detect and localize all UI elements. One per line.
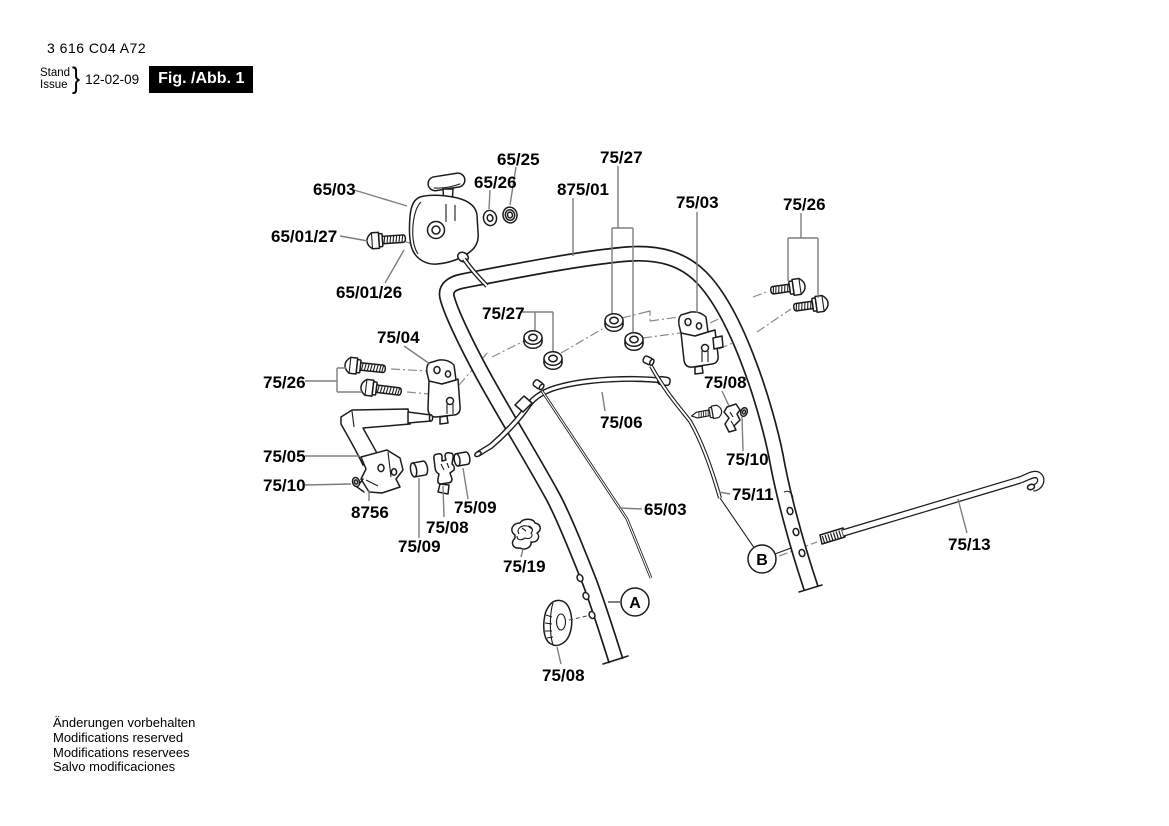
flange-nut-4 xyxy=(625,333,643,351)
ref-a-label: A xyxy=(629,595,641,612)
flange-nut-3 xyxy=(605,314,623,332)
cable-nipple-75-11 xyxy=(642,355,655,366)
disclaimer-en: Modifications reserved xyxy=(53,729,184,745)
part-label-75-06: 75/06 xyxy=(600,413,643,432)
bolt-75-26-left-2 xyxy=(360,379,402,400)
part-label-65-03-mid: 65/03 xyxy=(644,500,687,519)
part-label-65-26: 65/26 xyxy=(474,173,517,192)
part-label-75-08-bottom: 75/08 xyxy=(542,666,585,685)
washer-75-10-left xyxy=(352,477,361,488)
part-label-75-10-right: 75/10 xyxy=(726,450,769,469)
part-label-75-19: 75/19 xyxy=(503,557,546,576)
clamp-75-08-right xyxy=(724,404,740,432)
ref-circle-b xyxy=(748,545,791,573)
cable-end-nipple xyxy=(532,379,545,391)
ref-b-label: B xyxy=(756,552,768,569)
issue-label: Issue xyxy=(40,79,68,91)
bolt-75-26-right-2 xyxy=(793,295,829,316)
part-label-75-09-bottom: 75/09 xyxy=(398,537,441,556)
part-label-75-04: 75/04 xyxy=(377,328,420,347)
brace-glyph: } xyxy=(72,62,81,95)
flange-nut-2 xyxy=(544,352,562,370)
disclaimer-es: Salvo modificaciones xyxy=(53,759,176,775)
part-label-65-01-27: 65/01/27 xyxy=(271,227,338,246)
figure-label-box: Fig. /Abb. 1 xyxy=(149,66,253,93)
ref-circle-a xyxy=(608,588,649,616)
part-label-75-03: 75/03 xyxy=(676,193,719,212)
part-label-75-08-mid: 75/08 xyxy=(426,518,469,537)
part-label-75-05: 75/05 xyxy=(263,447,306,466)
part-label-875-01: 875/01 xyxy=(557,180,609,199)
issue-date: 12-02-09 xyxy=(85,71,140,87)
part-label-65-01-26: 65/01/26 xyxy=(336,283,403,302)
disclaimer-de: Änderungen vorbehalten xyxy=(53,715,196,730)
part-label-75-11: 75/11 xyxy=(732,485,774,504)
bolt-75-26-left-1 xyxy=(344,357,386,377)
washer-65-26 xyxy=(482,209,498,227)
bracket-75-03 xyxy=(679,312,723,374)
part-label-75-09-right: 75/09 xyxy=(454,498,497,517)
knob-75-08-bottom xyxy=(544,600,587,645)
part-label-75-26-right: 75/26 xyxy=(783,195,826,214)
screw-75-08-right xyxy=(690,405,722,423)
part-label-75-26-left: 75/26 xyxy=(263,373,306,392)
document-part-number: 3 616 C04 A72 xyxy=(47,40,147,56)
lever-rod xyxy=(408,412,431,423)
part-label-75-08-right: 75/08 xyxy=(704,373,747,392)
disclaimer-fr: Modifications reservees xyxy=(53,744,190,760)
bolt-65-01-27 xyxy=(366,230,406,249)
part-label-65-25: 65/25 xyxy=(497,150,540,169)
footer-disclaimer xyxy=(53,716,195,775)
washer-75-10-right xyxy=(739,407,748,417)
part-label-75-27-top: 75/27 xyxy=(600,148,643,167)
bushing-75-09-1 xyxy=(409,461,428,478)
latch-foot-8756 xyxy=(357,450,403,493)
part-label-75-27-mid: 75/27 xyxy=(482,304,525,323)
rod-guide-sleeve xyxy=(515,396,532,412)
bushing-75-09-2 xyxy=(453,452,471,467)
flange-nut-1 xyxy=(524,331,542,349)
part-label-75-13: 75/13 xyxy=(948,535,991,554)
clamp-75-08-mid xyxy=(434,453,454,494)
part-label-75-10-left: 75/10 xyxy=(263,476,306,495)
locknut-65-25 xyxy=(502,206,519,224)
rod-75-13 xyxy=(820,475,1041,544)
part-label-65-03-top: 65/03 xyxy=(313,180,356,199)
stand-label: Stand xyxy=(40,66,71,79)
part-label-8756: 8756 xyxy=(351,503,389,522)
clip-75-19 xyxy=(512,519,540,549)
